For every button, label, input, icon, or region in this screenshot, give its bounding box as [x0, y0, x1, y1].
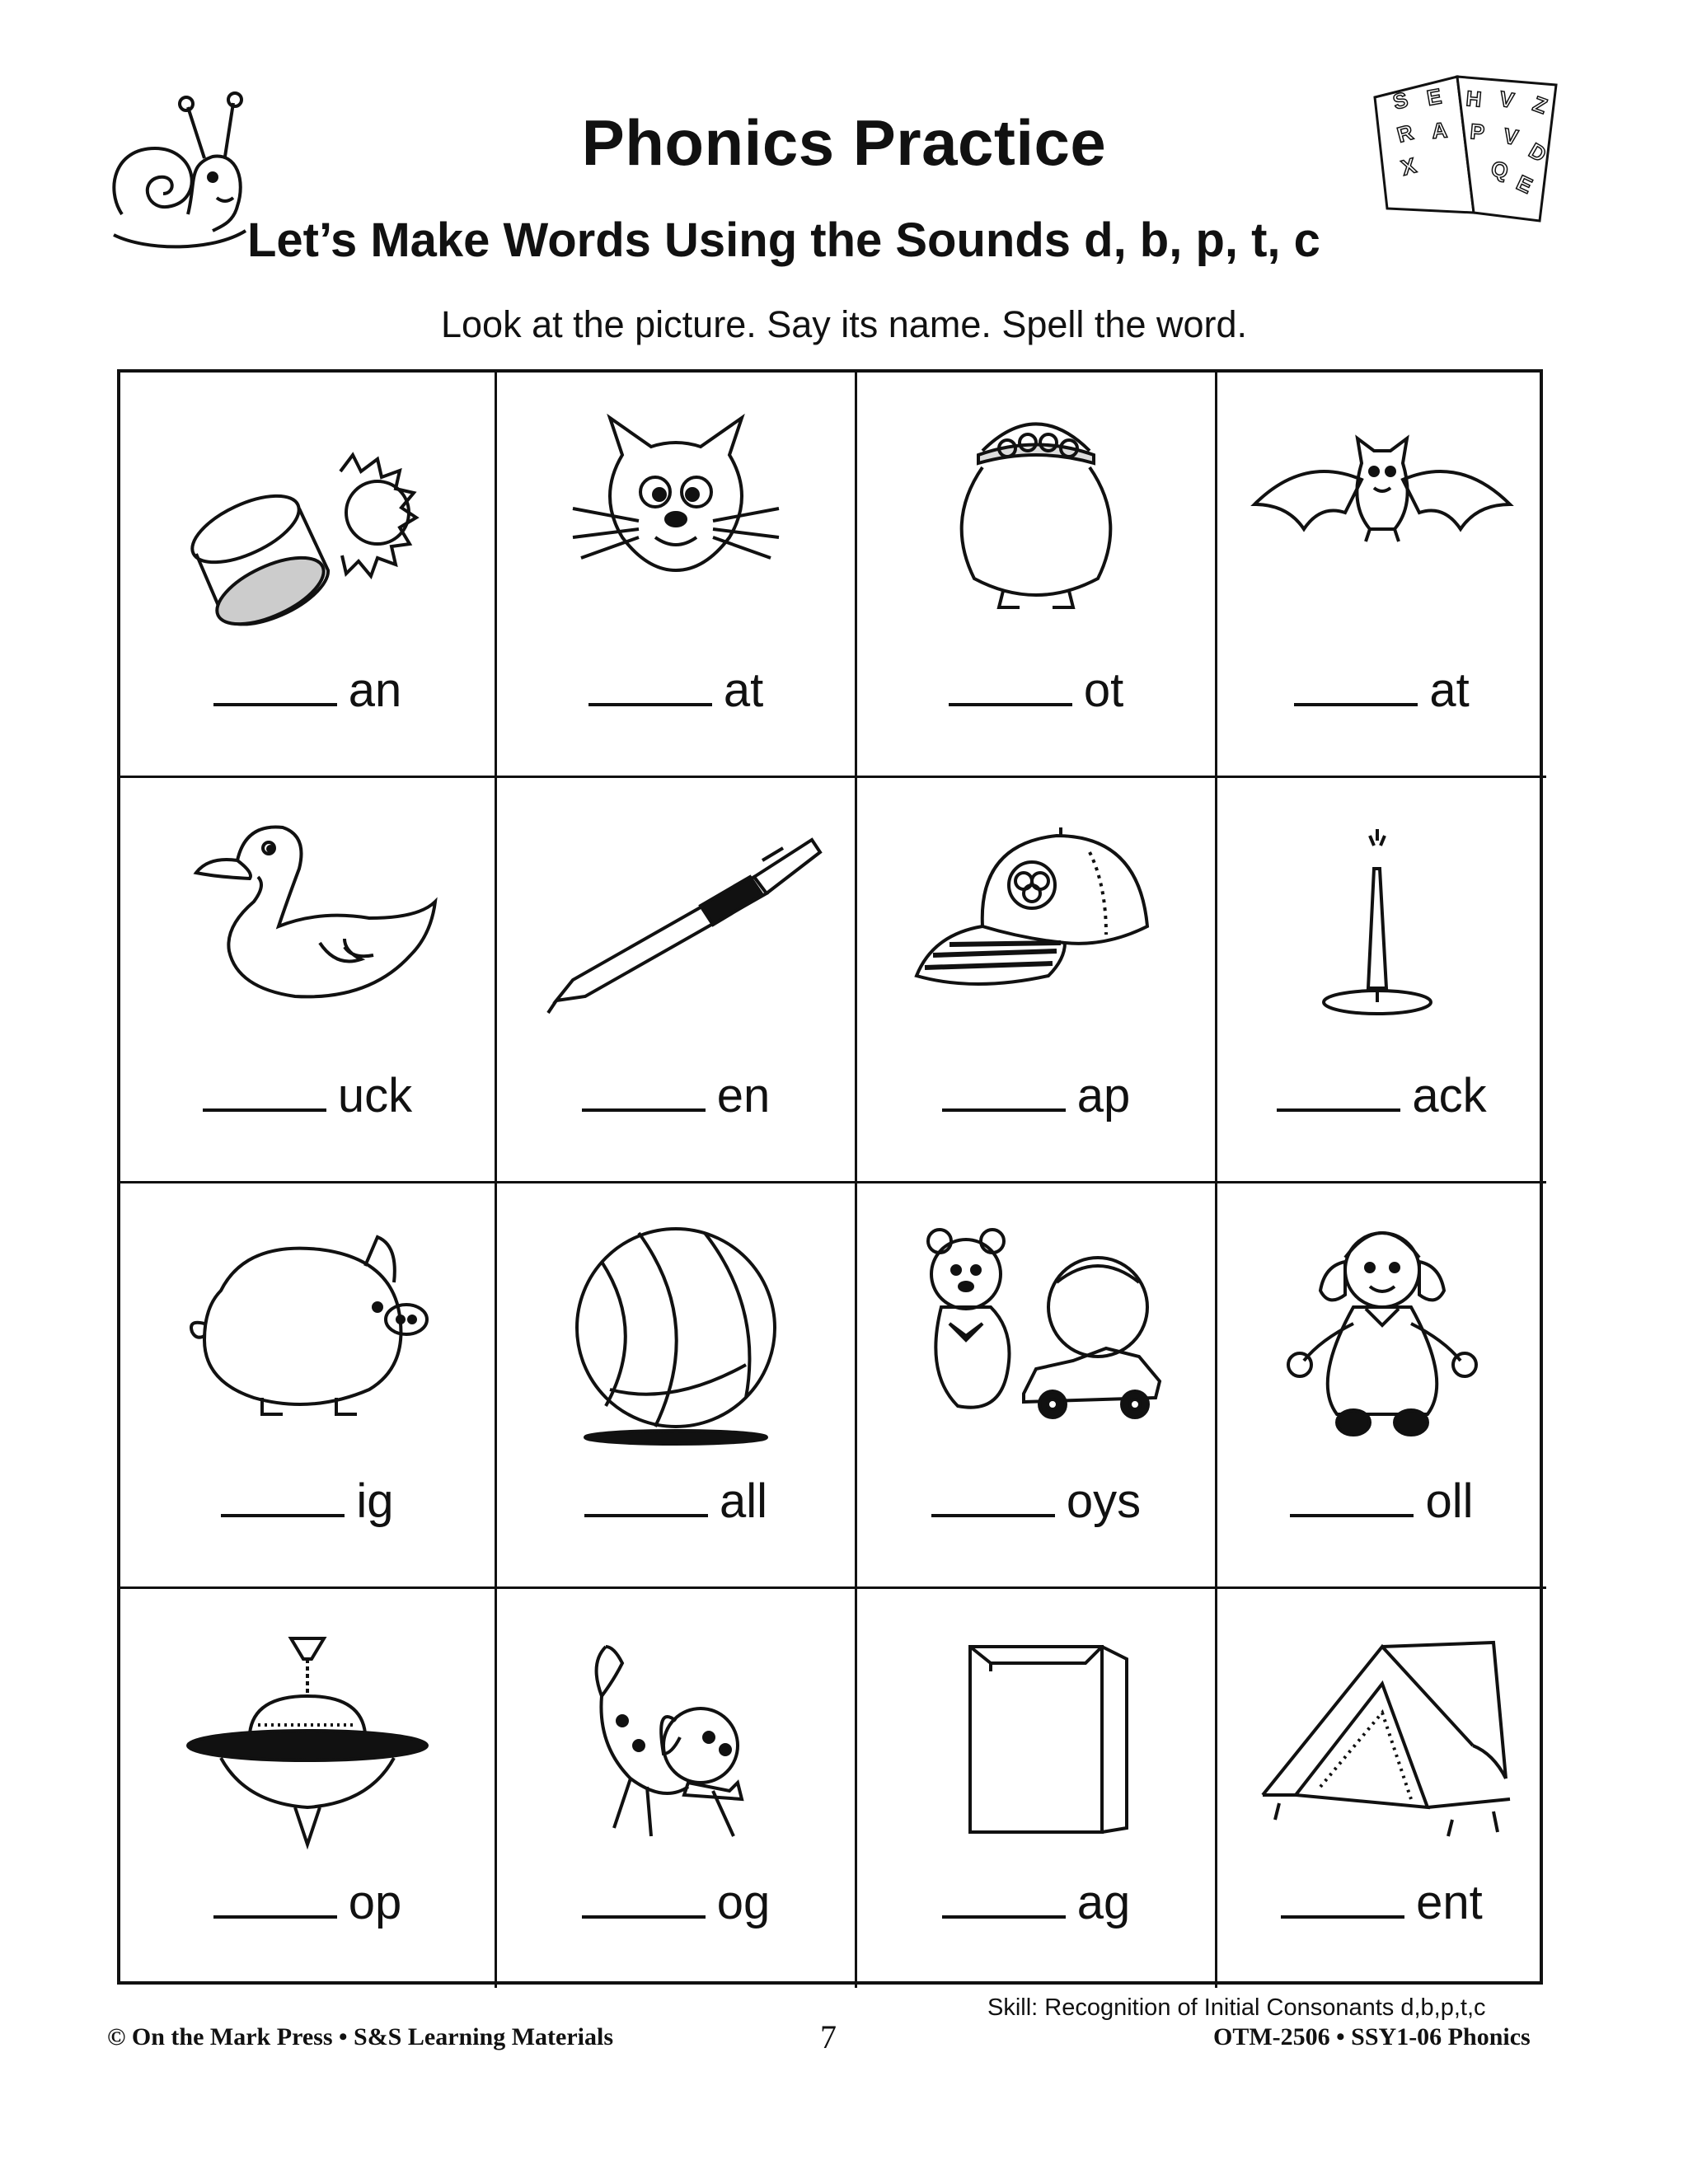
- answer-blank[interactable]: [1281, 1907, 1404, 1919]
- answer-blank[interactable]: [1290, 1506, 1414, 1517]
- book-letter: P: [1469, 119, 1486, 145]
- word-ending: oys: [1066, 1474, 1142, 1528]
- cap-icon: [900, 811, 1172, 1050]
- word-ending: at: [723, 663, 764, 717]
- word-prompt: [120, 663, 495, 718]
- answer-blank[interactable]: [213, 1907, 337, 1919]
- word-cell: [497, 778, 857, 1183]
- answer-blank[interactable]: [221, 1506, 345, 1517]
- word-cell: [120, 1589, 497, 1988]
- book-letter: D: [1525, 138, 1551, 167]
- word-cell: [1217, 778, 1546, 1183]
- book-letter: H: [1465, 86, 1483, 112]
- ball-icon: [540, 1216, 812, 1455]
- book-letter: X: [1398, 152, 1419, 180]
- word-ending: ap: [1076, 1069, 1131, 1122]
- page-subtitle: Let’s Make Words Using the Sounds d, b, p, t, c: [247, 213, 1320, 267]
- word-cell: [1217, 373, 1546, 778]
- answer-blank[interactable]: [582, 1100, 706, 1112]
- word-prompt: [1217, 663, 1546, 718]
- answer-blank[interactable]: [213, 695, 337, 706]
- word-ending: og: [716, 1876, 771, 1929]
- word-cell: [857, 373, 1217, 778]
- pot-icon: [900, 405, 1172, 644]
- word-ending: at: [1429, 663, 1470, 717]
- word-prompt: [1217, 1068, 1546, 1123]
- book-letter: V: [1501, 123, 1521, 150]
- word-cell: [1217, 1589, 1546, 1988]
- answer-blank[interactable]: [949, 695, 1072, 706]
- word-cell: [857, 1183, 1217, 1589]
- tack-icon: [1246, 811, 1518, 1050]
- word-grid: [117, 369, 1543, 1985]
- footer-code: OTM-2506 • SSY1-06 Phonics: [1213, 2023, 1531, 2050]
- word-ending: ack: [1412, 1069, 1487, 1122]
- book-letter: V: [1497, 86, 1517, 113]
- book-letter: R: [1394, 119, 1416, 148]
- word-cell: [497, 1589, 857, 1988]
- word-ending: op: [348, 1876, 402, 1929]
- word-cell: [120, 1183, 497, 1589]
- word-prompt: [857, 1875, 1215, 1930]
- word-cell: [857, 1589, 1217, 1988]
- word-prompt: [1217, 1474, 1546, 1529]
- answer-blank[interactable]: [588, 695, 712, 706]
- word-prompt: [120, 1875, 495, 1930]
- pen-icon: [540, 811, 812, 1050]
- answer-blank[interactable]: [582, 1907, 706, 1919]
- answer-blank[interactable]: [931, 1506, 1055, 1517]
- word-ending: ag: [1076, 1876, 1131, 1929]
- answer-blank[interactable]: [1294, 695, 1418, 706]
- word-prompt: [497, 1875, 855, 1930]
- word-prompt: [120, 1068, 495, 1123]
- book-letter: A: [1430, 117, 1449, 143]
- answer-blank[interactable]: [584, 1506, 708, 1517]
- word-cell: [497, 373, 857, 778]
- page-title: Phonics Practice: [581, 106, 1107, 179]
- book-letter: E: [1424, 83, 1444, 110]
- word-cell: [857, 778, 1217, 1183]
- word-prompt: [497, 1068, 855, 1123]
- cat-icon: [540, 405, 812, 644]
- tent-icon: [1246, 1622, 1518, 1861]
- footer-skill: Skill: Recognition of Initial Consonants d,b,p,t,c: [987, 1994, 1486, 2021]
- word-ending: ent: [1416, 1876, 1483, 1929]
- word-ending: en: [716, 1069, 771, 1122]
- instructions: Look at the picture. Say its name. Spell the word.: [440, 303, 1248, 345]
- toys-icon: [900, 1216, 1172, 1455]
- word-prompt: [857, 1068, 1215, 1123]
- answer-blank[interactable]: [942, 1100, 1066, 1112]
- word-prompt: [857, 663, 1215, 718]
- top-icon: [171, 1622, 443, 1861]
- word-ending: ot: [1083, 663, 1124, 717]
- book-letter: Q: [1489, 156, 1511, 184]
- word-cell: [120, 373, 497, 778]
- bat-icon: [1246, 405, 1518, 644]
- word-cell: [1217, 1183, 1546, 1589]
- book-letter: Z: [1529, 91, 1551, 120]
- word-prompt: [497, 663, 855, 718]
- duck-icon: [171, 811, 443, 1050]
- doll-icon: [1246, 1216, 1518, 1455]
- pig-icon: [171, 1216, 443, 1455]
- answer-blank[interactable]: [1277, 1100, 1400, 1112]
- word-prompt: [857, 1474, 1215, 1529]
- word-cell: [120, 778, 497, 1183]
- word-ending: all: [719, 1474, 768, 1528]
- page-number: 7: [820, 2018, 837, 2055]
- alphabet-book-icon: [1367, 73, 1564, 229]
- word-prompt: [497, 1474, 855, 1529]
- answer-blank[interactable]: [203, 1100, 326, 1112]
- bag-icon: [900, 1622, 1172, 1861]
- word-ending: ig: [356, 1474, 394, 1528]
- word-ending: an: [348, 663, 402, 717]
- footer-publisher: © On the Mark Press • S&S Learning Materials: [107, 2023, 613, 2050]
- word-prompt: [1217, 1875, 1546, 1930]
- word-prompt: [120, 1474, 495, 1529]
- book-letter: S: [1390, 87, 1411, 115]
- word-ending: uck: [337, 1069, 413, 1122]
- word-cell: [497, 1183, 857, 1589]
- answer-blank[interactable]: [942, 1907, 1066, 1919]
- word-ending: oll: [1425, 1474, 1474, 1528]
- can-icon: [171, 405, 443, 644]
- dog-icon: [540, 1622, 812, 1861]
- book-letter: E: [1512, 170, 1536, 199]
